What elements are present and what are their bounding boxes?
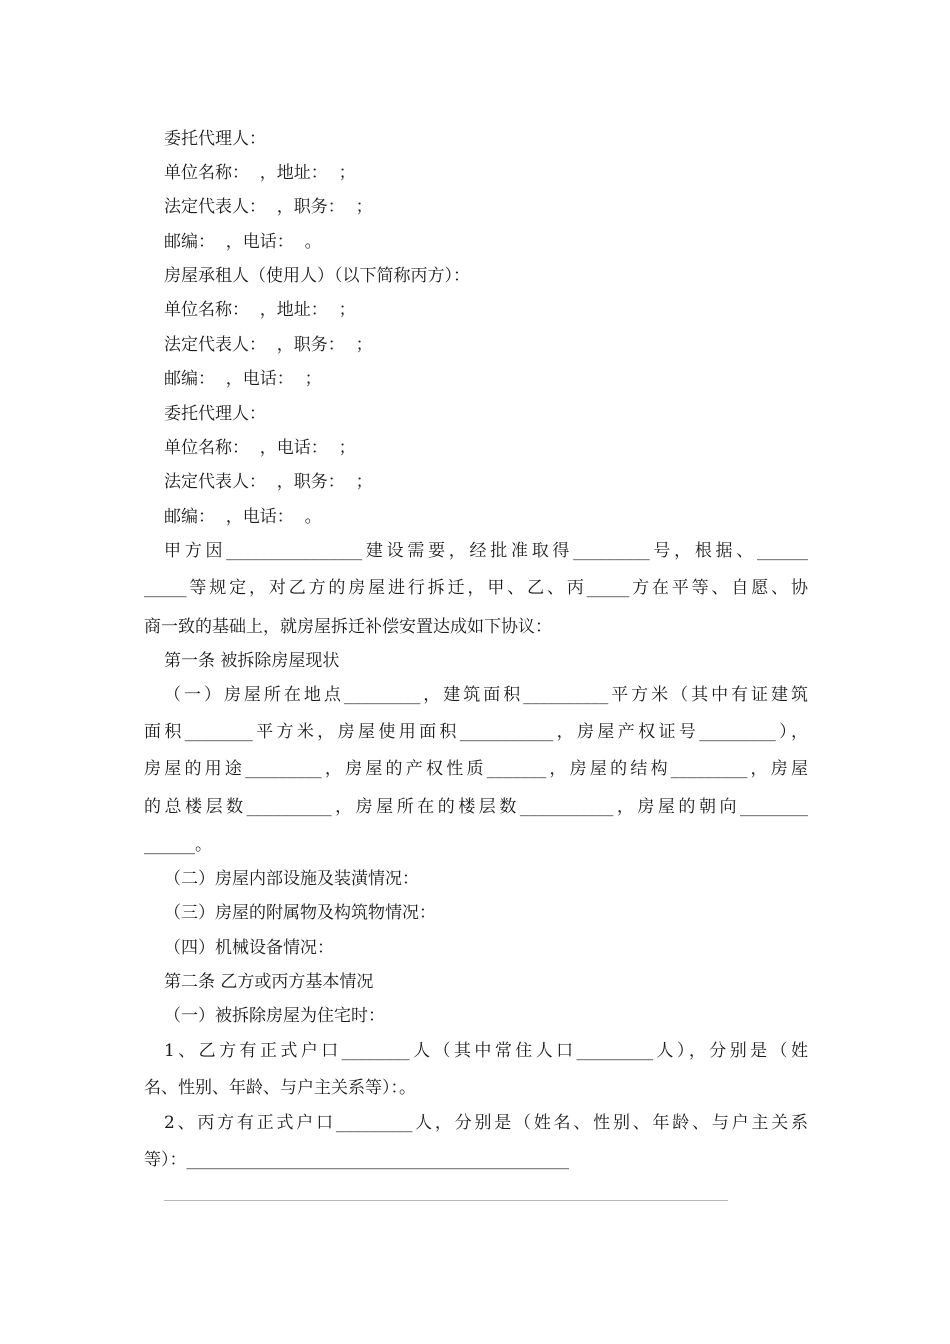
paragraph-line: 甲方因________________建设需要，经批准取得_________号，根据、______ bbox=[164, 541, 808, 561]
paragraph-line: 的总楼层数__________，房屋所在的楼层数___________，房屋的朝向________ bbox=[144, 797, 808, 817]
article-two-heading: 第二条 乙方或丙方基本情况 bbox=[164, 972, 374, 992]
line-company-address: 单位名称： ，地址： ； bbox=[164, 300, 356, 320]
line-agent-title: 委托代理人： bbox=[164, 129, 266, 149]
paragraph-line: _____等规定，对乙方的房屋进行拆迁，甲、乙、丙_____方在平等、自愿、协 bbox=[144, 578, 808, 598]
paragraph-line: 2、丙方有正式户口_________人，分别是（姓名、性别、年龄、与户主关系 bbox=[164, 1113, 808, 1133]
paragraph-line: 商一致的基础上，就房屋拆迁补偿安置达成如下协议： bbox=[144, 617, 552, 637]
blank-underline bbox=[164, 1200, 728, 1201]
paragraph-line: 名、性别、年龄、与户主关系等）：。 bbox=[144, 1078, 416, 1098]
article-one-heading: 第一条 被拆除房屋现状 bbox=[164, 651, 340, 671]
paragraph-line: 1、乙方有正式户口________人（其中常住人口_________人），分别是（姓 bbox=[164, 1041, 808, 1061]
item-interior-facilities: （二）房屋内部设施及装潢情况： bbox=[164, 869, 419, 889]
line-legal-rep-position: 法定代表人： ，职务： ； bbox=[164, 472, 373, 492]
item-appurtenances: （三）房屋的附属物及构筑物情况： bbox=[164, 903, 436, 923]
paragraph-line: 面积________平方米，房屋使用面积___________，房屋产权证号_________）， bbox=[144, 722, 808, 742]
paragraph-line: ______。 bbox=[144, 835, 212, 855]
line-postcode-phone: 邮编： ，电话： 。 bbox=[164, 507, 322, 527]
paragraph-line: 房屋的用途_________，房屋的产权性质_______，房屋的结构_________，房屋 bbox=[144, 759, 808, 779]
item-residential: （一）被拆除房屋为住宅时： bbox=[164, 1006, 385, 1026]
line-company-phone: 单位名称： ，电话： ； bbox=[164, 438, 356, 458]
paragraph-line: （一）房屋所在地点_________，建筑面积__________平方米（其中有证建筑 bbox=[164, 685, 808, 705]
line-tenant-party-c: 房屋承租人（使用人）（以下简称丙方）： bbox=[164, 266, 470, 286]
line-legal-rep-position: 法定代表人： ，职务： ； bbox=[164, 197, 373, 217]
line-agent-title: 委托代理人： bbox=[164, 404, 266, 424]
line-postcode-phone: 邮编： ，电话： 。 bbox=[164, 232, 322, 252]
paragraph-line: 等）：_____________________________________________ bbox=[144, 1150, 569, 1170]
line-legal-rep-position: 法定代表人： ，职务： ； bbox=[164, 335, 373, 355]
item-machinery: （四）机械设备情况： bbox=[164, 938, 334, 958]
line-postcode-phone: 邮编： ，电话： ； bbox=[164, 369, 322, 389]
line-company-address: 单位名称： ，地址： ； bbox=[164, 163, 356, 183]
